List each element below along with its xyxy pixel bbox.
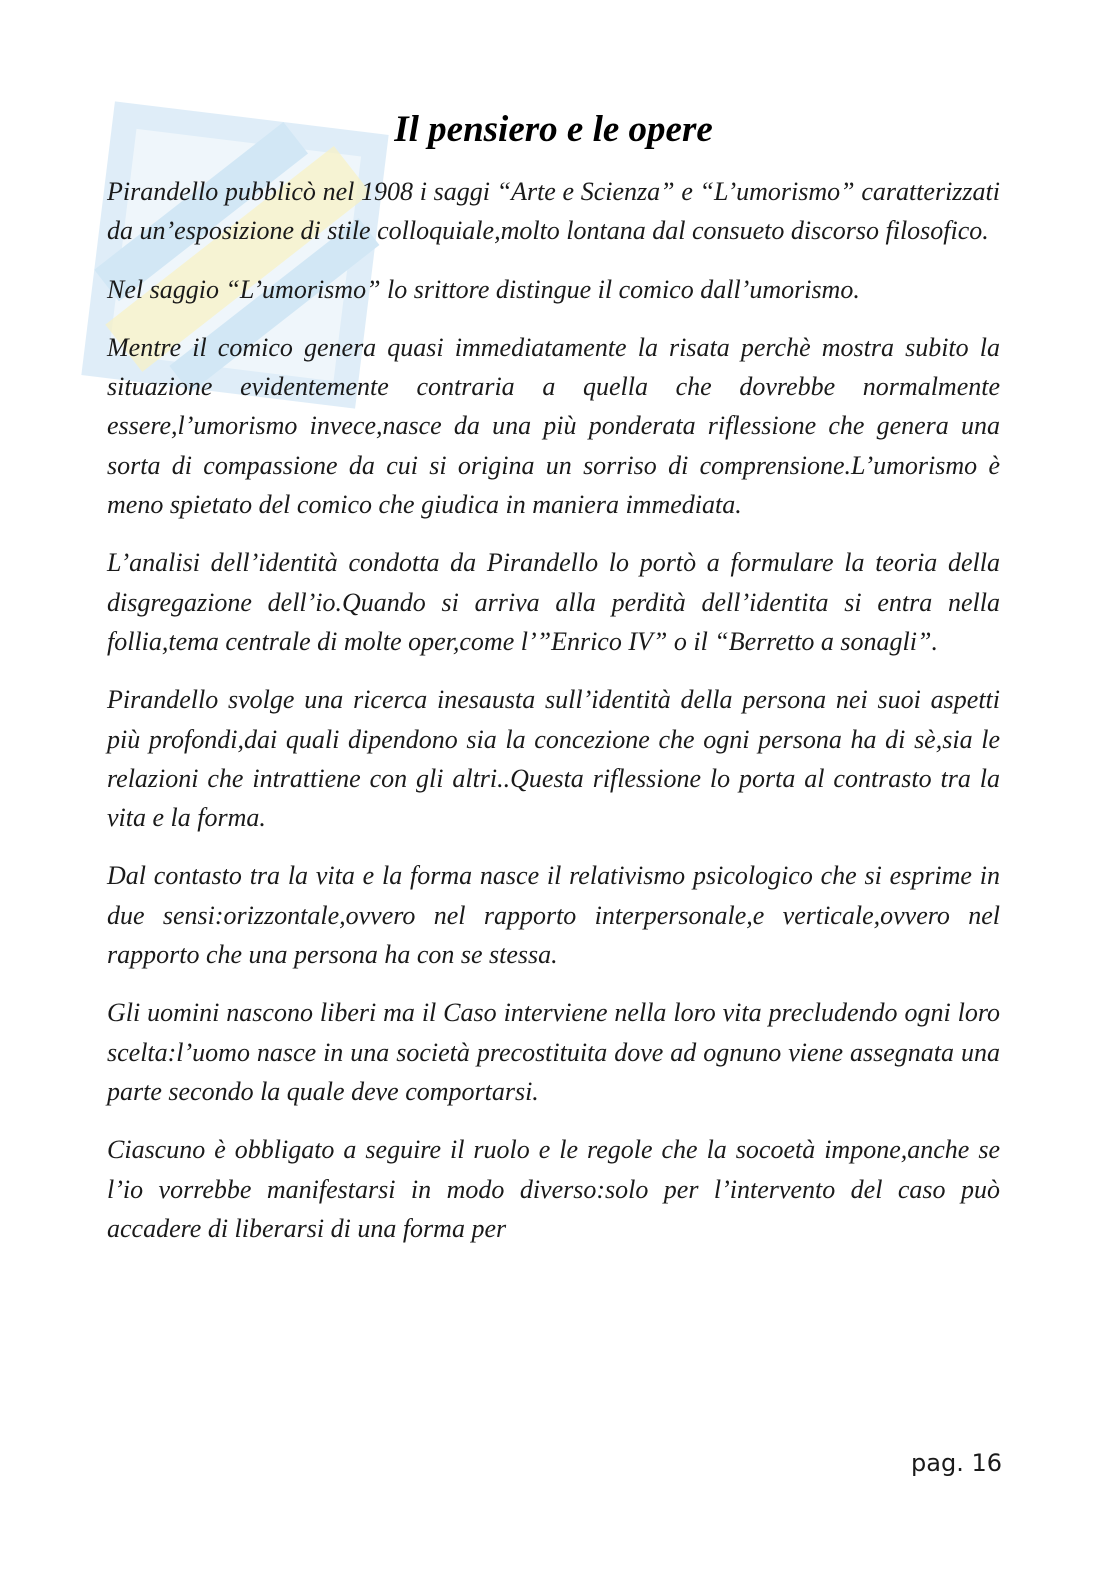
paragraph-7: Gli uomini nascono liberi ma il Caso interviene nella loro vita precludendo ogni loro scelta:l’uomo nasce in una società precostituita dove ad ognuno viene assegnata una parte secondo la quale deve comportarsi.: [107, 998, 1000, 1106]
paragraph-1: Pirandello pubblicò nel 1908 i saggi “Arte e Scienza” e “L’umorismo” caratterizzati da un’esposizione di stile colloquiale,molto lontana dal consueto discorso filosofico.: [107, 177, 1000, 246]
paragraph-5: Pirandello svolge una ricerca inesausta sull’identità della persona nei suoi aspetti più profondi,dai quali dipendono sia la concezione che ogni persona ha di sè,sia le relazioni che intrattiene con gli altri..Questa riflessione lo porta al contrasto tra la vita e la forma.: [107, 685, 1000, 833]
paragraph-4: L’analisi dell’identità condotta da Pirandello lo portò a formulare la teoria della disgregazione dell’io.Quando si arriva alla perdità dell’identita si entra nella follia,tema centrale di molte oper,come l’”Enrico IV” o il “Berretto a sonagli”.: [107, 548, 1000, 656]
paragraph-3: Mentre il comico genera quasi immediatamente la risata perchè mostra subito la situazione evidentemente contraria a quella che dovrebbe normalmente essere,l’umorismo invece,nasce da una più ponderata riflessione che genera una sorta di compassione da cui si origina un sorriso di comprensione.L’umorismo è meno spietato del comico che giudica in maniera immediata.: [107, 332, 1000, 520]
paragraph-2: Nel saggio “L’umorismo” lo srittore distingue il comico dall’umorismo.: [107, 274, 860, 304]
paragraph-6: Dal contasto tra la vita e la forma nasce il relativismo psicologico che si esprime in due sensi:orizzontale,ovvero nel rapporto interpersonale,e verticale,ovvero nel rapporto che una persona ha con se stessa.: [107, 861, 1000, 970]
page-title: Il pensiero e le opere: [394, 109, 713, 150]
paragraph-8: Ciascuno è obbligato a seguire il ruolo e le regole che la socoetà impone,anche se l’io vorrebbe manifestarsi in modo diverso:solo per l’intervento del caso può accadere di liberarsi di una forma per: [107, 1135, 1000, 1243]
document-body: [107, 104, 1000, 1267]
page-number: pag. 16: [911, 1449, 1002, 1477]
